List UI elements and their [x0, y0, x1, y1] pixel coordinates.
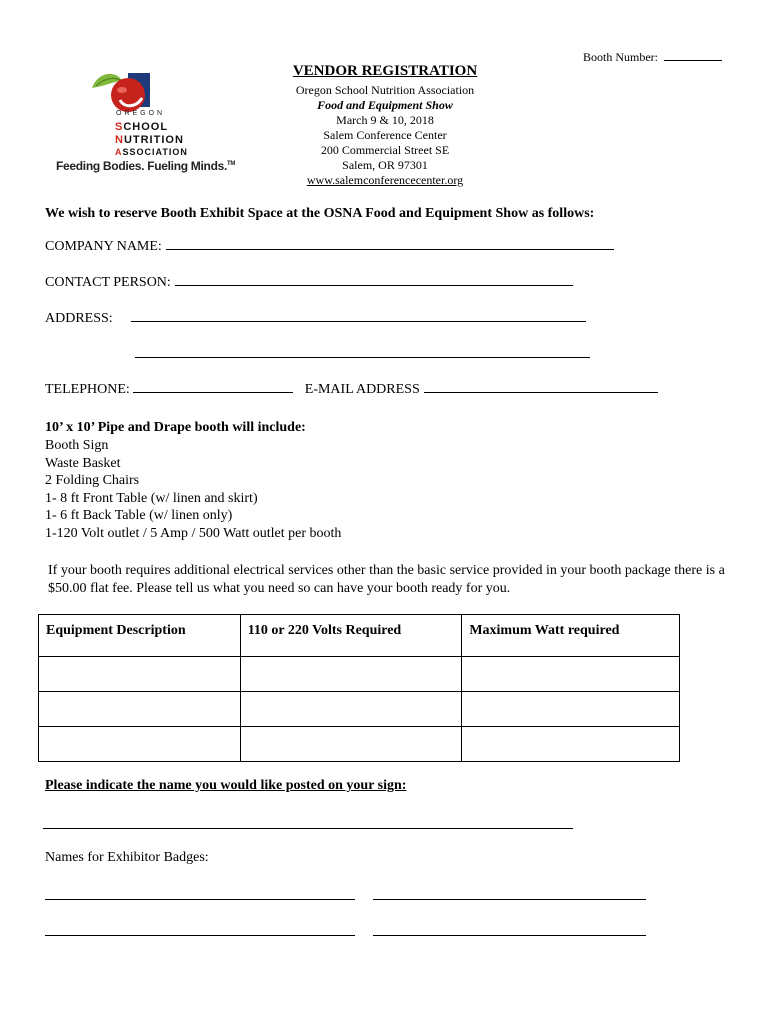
table-header-row [39, 615, 680, 657]
booth-number-label: Booth Number: [583, 50, 658, 64]
org-name: Oregon School Nutrition Association [295, 83, 475, 97]
osna-logo [54, 68, 234, 178]
intro-text: We wish to reserve Booth Exhibit Space at the OSNA Food and Equipment Show as follows: [45, 206, 595, 221]
table-cell[interactable] [240, 657, 462, 692]
venue-url-link[interactable]: www.salemconferencecenter.org [306, 173, 464, 187]
table-cell[interactable] [240, 727, 462, 762]
badge-name-field-4[interactable] [373, 935, 646, 936]
contact-field[interactable] [175, 284, 573, 286]
sign-name-label: Please indicate the name you would like posted on your sign: [45, 778, 407, 793]
company-row [45, 239, 614, 255]
table-cell[interactable] [39, 727, 241, 762]
email-field[interactable] [424, 391, 658, 393]
list-item: 2 Folding Chairs [45, 473, 140, 489]
address-label: ADDRESS: [45, 311, 113, 326]
table-cell[interactable] [462, 692, 680, 727]
page-title: VENDOR REGISTRATION [292, 63, 478, 79]
logo-oregon: OREGON [116, 110, 166, 117]
booth-items-list [45, 437, 341, 543]
badge-name-field-1[interactable] [45, 899, 355, 900]
telephone-label: TELEPHONE: [45, 382, 130, 397]
booth-number-field[interactable] [664, 59, 722, 61]
list-item: 1-120 Volt outlet / 5 Amp / 500 Watt outlet per booth [45, 525, 342, 541]
table-row [39, 657, 680, 692]
logo-association: ASSOCIATION [115, 147, 188, 157]
telephone-field[interactable] [133, 391, 293, 393]
event-dates: March 9 & 10, 2018 [336, 113, 434, 127]
company-label: COMPANY NAME: [45, 239, 162, 254]
table-cell[interactable] [462, 727, 680, 762]
address-field-1[interactable] [131, 320, 586, 322]
company-field[interactable] [166, 248, 614, 250]
column-header: Maximum Watt required [462, 615, 680, 657]
email-label: E-MAIL ADDRESS [304, 382, 420, 397]
list-item: Booth Sign [45, 438, 109, 453]
table-cell[interactable] [39, 692, 241, 727]
logo-school: SCHOOL [115, 121, 169, 133]
contact-row [45, 275, 573, 291]
table-row [39, 727, 680, 762]
table-cell[interactable] [39, 657, 241, 692]
apple-icon [84, 68, 154, 113]
list-item: Waste Basket [45, 455, 121, 471]
table-cell[interactable] [462, 657, 680, 692]
logo-nutrition: NUTRITION [115, 134, 184, 146]
table-row [39, 692, 680, 727]
booth-number [583, 50, 722, 65]
event-name: Food and Equipment Show [317, 98, 453, 112]
list-item: 1- 6 ft Back Table (w/ linen only) [45, 508, 233, 524]
badge-name-field-3[interactable] [45, 935, 355, 936]
table-cell[interactable] [240, 692, 462, 727]
contact-label: CONTACT PERSON: [45, 275, 171, 290]
telephone-row [45, 382, 658, 398]
logo-tagline: Feeding Bodies. Fueling Minds.™ [56, 159, 236, 173]
list-item: 1- 8 ft Front Table (w/ linen and skirt) [45, 490, 258, 506]
venue-name: Salem Conference Center [323, 128, 447, 142]
electrical-notice: If your booth requires additional electrical services other than the basic service provided in your booth package there is a $50.00 flat fee. Please tell us what you need so can have your booth ready for you. [48, 563, 725, 596]
header-block [270, 64, 500, 188]
equipment-table [38, 614, 680, 762]
badges-label: Names for Exhibitor Badges: [45, 850, 209, 865]
venue-street: 200 Commercial Street SE [320, 143, 450, 157]
badge-name-field-2[interactable] [373, 899, 646, 900]
venue-city: Salem, OR 97301 [342, 158, 428, 172]
sign-name-field[interactable] [43, 828, 573, 829]
booth-heading: 10’ x 10’ Pipe and Drape booth will include: [45, 420, 306, 435]
column-header: Equipment Description [39, 615, 241, 657]
address-field-2[interactable] [135, 356, 590, 358]
address-row [45, 311, 586, 327]
column-header: 110 or 220 Volts Required [240, 615, 462, 657]
address-row-2 [135, 347, 590, 363]
